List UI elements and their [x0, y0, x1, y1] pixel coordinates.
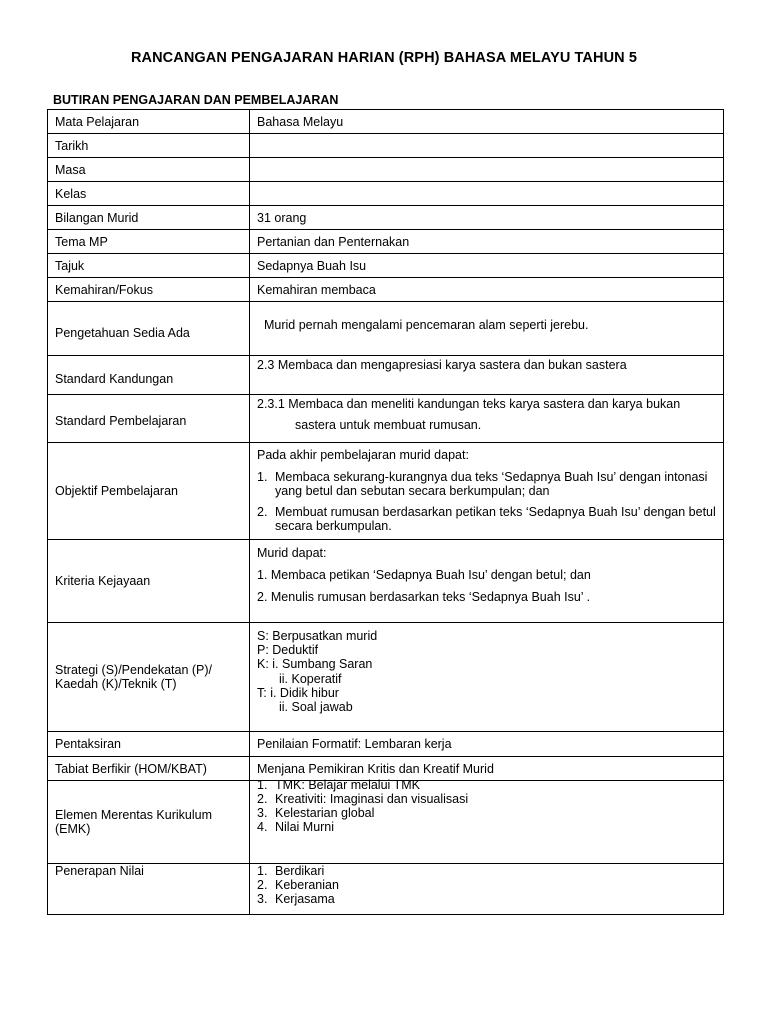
item-text: Nilai Murni	[275, 820, 335, 834]
strategi-line: P: Deduktif	[257, 643, 319, 658]
item-text: Keberanian	[275, 878, 339, 892]
row-label: Masa	[48, 158, 250, 182]
item-text: Berdikari	[275, 864, 325, 878]
item-number: 1.	[257, 864, 268, 878]
rph-table	[47, 109, 724, 915]
table-row	[48, 158, 724, 182]
strategi-line: ii. Koperatif	[279, 671, 342, 686]
row-value	[250, 623, 724, 732]
table-row	[48, 732, 724, 757]
row-label: Tajuk	[48, 254, 250, 278]
table-row	[48, 623, 724, 732]
row-value: Sedapnya Buah Isu	[250, 254, 724, 278]
list-item	[257, 778, 716, 792]
standard-pembelajaran-line2: sastera untuk membuat rumusan.	[295, 418, 482, 432]
objektif-list	[257, 470, 716, 533]
table-row	[48, 443, 724, 540]
table-row	[48, 540, 724, 623]
item-text: Kerjasama	[275, 892, 335, 906]
item-number: 4.	[257, 820, 268, 834]
document-title: RANCANGAN PENGAJARAN HARIAN (RPH) BAHASA MELAYU TAHUN 5	[130, 50, 638, 66]
row-label: Standard Kandungan	[48, 356, 250, 395]
table-row	[48, 302, 724, 356]
item-text: Kelestarian global	[275, 806, 375, 820]
item-text: TMK: Belajar melalui TMK	[275, 778, 420, 792]
table-row	[48, 110, 724, 134]
row-label: Kriteria Kejayaan	[48, 540, 250, 623]
strategi-line: K: i. Sumbang Saran	[257, 657, 373, 672]
list-item	[257, 806, 716, 820]
item-number: 3.	[257, 892, 268, 906]
list-item	[257, 892, 716, 906]
list-item	[257, 878, 716, 892]
table-row	[48, 254, 724, 278]
table-row	[48, 134, 724, 158]
standard-pembelajaran-line1: 2.3.1 Membaca dan meneliti kandungan teks karya sastera dan karya bukan	[257, 397, 681, 411]
item-text: Membaca sekurang-kurangnya dua teks ‘Sedapnya Buah Isu’ dengan intonasi yang betul dan sebutan secara berkumpulan; dan	[275, 470, 708, 498]
row-value: Penilaian Formatif: Lembaran kerja	[250, 732, 724, 757]
table-row	[48, 182, 724, 206]
table-row	[48, 781, 724, 864]
row-label: Tema MP	[48, 230, 250, 254]
row-value	[250, 134, 724, 158]
row-label: Tabiat Berfikir (HOM/KBAT)	[48, 757, 250, 781]
row-label: Standard Pembelajaran	[48, 395, 250, 443]
table-row	[48, 757, 724, 781]
row-label: Pentaksiran	[48, 732, 250, 757]
row-value: Menjana Pemikiran Kritis dan Kreatif Murid	[250, 757, 724, 781]
row-value: 31 orang	[250, 206, 724, 230]
kriteria-item: 1. Membaca petikan ‘Sedapnya Buah Isu’ dengan betul; dan	[257, 568, 591, 582]
row-value: 2.3 Membaca dan mengapresiasi karya sastera dan bukan sastera	[250, 356, 724, 395]
list-item	[257, 792, 716, 806]
row-label: Elemen Merentas Kurikulum (EMK)	[48, 781, 250, 864]
table-row	[48, 864, 724, 915]
list-item	[257, 505, 716, 533]
row-value	[250, 158, 724, 182]
row-value	[250, 182, 724, 206]
row-label: Strategi (S)/Pendekatan (P)/ Kaedah (K)/Teknik (T)	[48, 623, 250, 732]
strategi-line: S: Berpusatkan murid	[257, 629, 378, 643]
item-text: Kreativiti: Imaginasi dan visualisasi	[275, 792, 469, 806]
row-value	[250, 540, 724, 623]
row-label: Kelas	[48, 182, 250, 206]
row-label: Kemahiran/Fokus	[48, 278, 250, 302]
section-heading: BUTIRAN PENGAJARAN DAN PEMBELAJARAN	[53, 93, 339, 107]
kriteria-item: 2. Menulis rumusan berdasarkan teks ‘Sedapnya Buah Isu’ .	[257, 590, 591, 604]
list-item	[257, 864, 716, 878]
row-value	[250, 778, 724, 864]
row-value: Pertanian dan Penternakan	[250, 230, 724, 254]
nilai-list	[257, 864, 716, 906]
item-number: 3.	[257, 806, 268, 820]
table-row	[48, 356, 724, 395]
row-value	[250, 443, 724, 540]
list-item	[257, 820, 716, 834]
strategi-line: ii. Soal jawab	[279, 700, 353, 715]
item-number: 1.	[257, 470, 268, 484]
row-value: Bahasa Melayu	[250, 110, 724, 134]
list-item	[257, 470, 716, 498]
table-row	[48, 206, 724, 230]
table-row	[48, 230, 724, 254]
row-label: Penerapan Nilai	[48, 864, 250, 915]
row-label: Objektif Pembelajaran	[48, 443, 250, 540]
row-label: Bilangan Murid	[48, 206, 250, 230]
row-label: Pengetahuan Sedia Ada	[48, 302, 250, 356]
table-row	[48, 278, 724, 302]
objektif-intro: Pada akhir pembelajaran murid dapat:	[257, 448, 469, 462]
strategi-line: T: i. Didik hibur	[257, 685, 339, 700]
item-number: 1.	[257, 778, 268, 792]
item-text: Membuat rumusan berdasarkan petikan teks ‘Sedapnya Buah Isu’ dengan betul secara berkumpulan.	[275, 505, 716, 533]
item-number: 2.	[257, 792, 268, 806]
row-label: Mata Pelajaran	[48, 110, 250, 134]
row-value	[250, 395, 724, 443]
row-value: Murid pernah mengalami pencemaran alam seperti jerebu.	[250, 302, 724, 356]
item-number: 2.	[257, 505, 268, 519]
row-value	[250, 864, 724, 915]
kriteria-intro: Murid dapat:	[257, 546, 327, 560]
table-row	[48, 395, 724, 443]
row-label: Tarikh	[48, 134, 250, 158]
item-number: 2.	[257, 878, 268, 892]
emk-list	[257, 778, 716, 834]
row-value: Kemahiran membaca	[250, 278, 724, 302]
